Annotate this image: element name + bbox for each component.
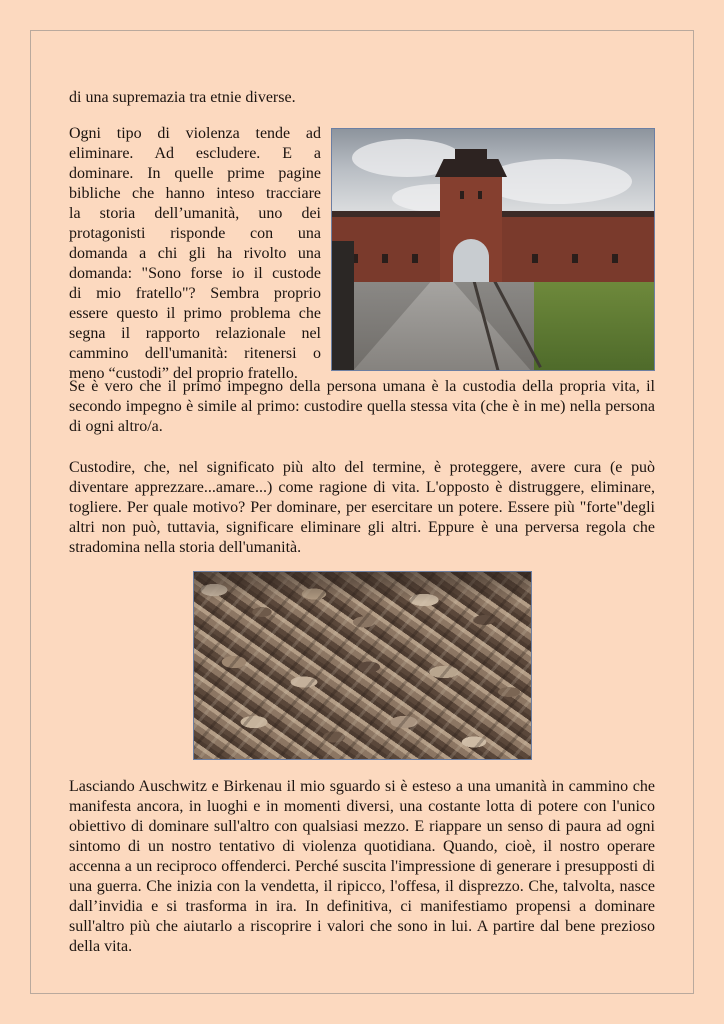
paragraph-line: essere questo il primo problema che <box>69 305 321 322</box>
paragraph-line: meno “custodi” del proprio fratello. <box>69 365 298 382</box>
paragraph-line: di mio fratello"? Sembra proprio <box>69 285 321 302</box>
paragraph-line: domanda a chi gli ha rivolto una <box>69 245 321 262</box>
paragraph-line: domanda: "Sono forse io il custode <box>69 265 321 282</box>
paragraph-line: bibliche che hanno inteso tracciare <box>69 185 321 202</box>
paragraph-continuation: Se è vero che il primo impegno della persona umana è la custodia della propria vita, il secondo impegno è simile al primo: custodire quella stessa vita (che è in me) nella persona di ogni altro/a. <box>69 378 655 435</box>
shoes-pile-photo <box>193 571 532 760</box>
paragraph-lasciando: Lasciando Auschwitz e Birkenau il mio sguardo si è esteso a una umanità in cammino che manifesta ancora, in luoghi e in momenti diversi, una costante lotta di potere con l'unico obiettivo di dominare sull'altro con qualsiasi mezzo. E riappare un senso di paura ad ogni sintomo di un nostro tentativo di violenza quotidiana. Quando, cioè, il nostro operare accenna a un reciproco offenderci. Perché suscita l'impressione di generare i presupposti di una guerra. Che inizia con la vendetta, il ripicco, l'offesa, il disprezzo. Che, talvolta, nasce dall’invidia e si trasforma in ira. In definitiva, ci manifestiamo propensi a dominare sull'altro più che aiutarlo a riscoprire i valori che sono in lui. A partire dal bene prezioso della vita. <box>69 778 655 955</box>
birkenau-gate-photo <box>331 128 655 371</box>
paragraph-line: segna il rapporto relazionale nel <box>69 325 321 342</box>
intro-line: di una supremazia tra etnie diverse. <box>69 89 296 106</box>
paragraph-line: dominare. In quelle prime pagine <box>69 165 321 182</box>
paragraph-custodire: Custodire, che, nel significato più alto del termine, è proteggere, avere cura (e può diventare apprezzare...amare...) come ragione di vita. L'opposto è distruggere, eliminare, togliere. Per quale motivo? Per dominare, per esercitare un potere. Essere più "forte"degli altri non può, tuttavia, significare eliminare gli altri. Eppure è una perversa regola che stradomina nella storia dell'umanità. <box>69 459 655 556</box>
paragraph-line: cammino dell'umanità: ritenersi o <box>69 345 321 362</box>
paragraph-line: Ogni tipo di violenza tende ad <box>69 125 321 142</box>
paragraph-beside-photo <box>69 124 321 384</box>
paragraph-line: protagonisti risponde con una <box>69 225 321 242</box>
paragraph-line: la storia dell’umanità, uno dei <box>69 205 321 222</box>
paragraph-line: eliminare. Ad escludere. E a <box>69 145 321 162</box>
